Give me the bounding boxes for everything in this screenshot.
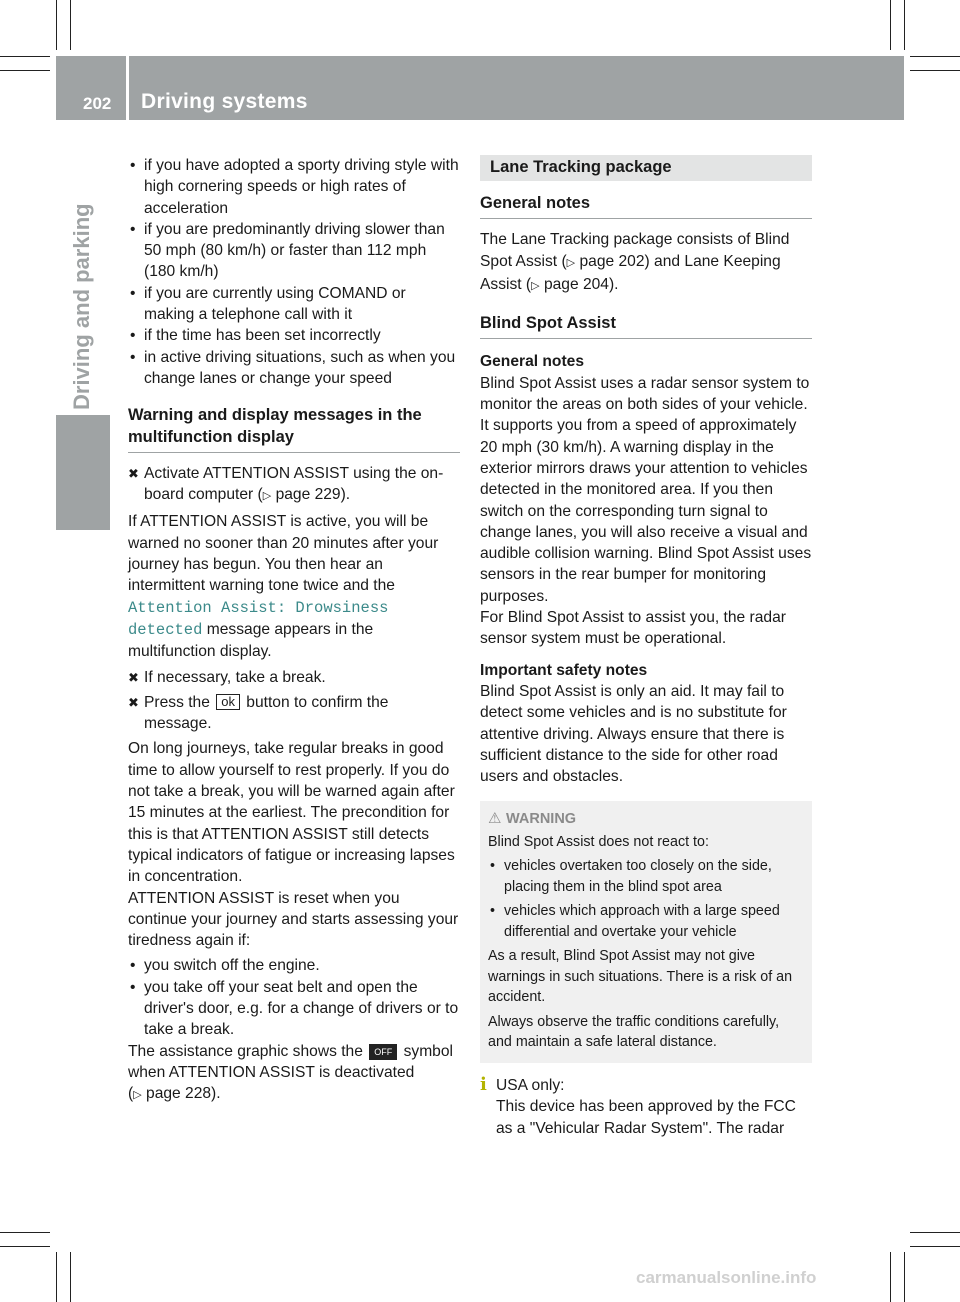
list-item: • vehicles which approach with a large speed differential and overtake your vehicle: [488, 901, 804, 942]
crop-mark: [890, 1252, 891, 1302]
warning-triangle-icon: ⚠: [488, 810, 502, 828]
list-item: • if the time has been set incorrectly: [128, 325, 460, 346]
display-message: Attention Assist: Drowsiness detected: [128, 598, 389, 639]
crop-mark: [890, 0, 891, 50]
page-number: 202: [83, 94, 112, 113]
list-item: • if you are currently using COMAND or making a telephone call with it: [128, 283, 460, 326]
crop-mark: [0, 1232, 50, 1233]
side-tab-block: [56, 415, 110, 530]
paragraph: Blind Spot Assist is only an aid. It may fail to detect some vehicles and is no substitute for attentive driving. Always ensure that there is sufficient distance to the side for other road users and obstacles.: [480, 682, 787, 786]
crop-mark: [56, 1252, 57, 1302]
paragraph: The assistance graphic shows the OFF symbol when ATTENTION ASSIST is deactivated (▷ page 228).: [128, 1042, 453, 1103]
warning-intro: Blind Spot Assist does not react to:: [488, 833, 709, 850]
paragraph: If ATTENTION ASSIST is active, you will be warned no sooner than 20 minutes after your journey has begun. You then hear an intermittent warning tone twice and the Attention Assist: Drowsiness detected message appears in the multifunction display.: [128, 513, 439, 661]
list-item: • you switch off the engine.: [128, 955, 460, 976]
ok-key-icon: ok: [216, 694, 240, 710]
attention-assist-off-icon: OFF: [369, 1044, 397, 1060]
paragraph: The Lane Tracking package consists of Blind Spot Assist (▷ page 202) and Lane Keeping Assist (▷ page 204).: [480, 231, 790, 293]
crop-mark: [910, 56, 960, 57]
warning-box: [480, 801, 812, 1063]
info-note: [480, 1075, 812, 1139]
step-arrow-icon: ✖: [128, 669, 139, 685]
crop-mark: [904, 0, 905, 50]
crop-mark: [910, 70, 960, 71]
left-column: [128, 155, 460, 1106]
warning-paragraph: Always observe the traffic conditions carefully, and maintain a safe lateral distance.: [488, 1013, 780, 1051]
paragraph: Blind Spot Assist uses a radar sensor system to monitor the areas on both sides of your vehicle. It supports you from a speed of approximately 20 mph (30 km/h). A warning display in the exterior mirrors draws your attention to vehicles detected in the monitored area. If you then switch on the corresponding turn signal to change lanes, you will also receive a visual and audible collision warning. Blind Spot Assist uses sensors in the rear bumper for monitoring purposes.: [480, 374, 812, 605]
section-title: Driving systems: [141, 90, 308, 113]
paragraph: On long journeys, take regular breaks in good time to allow yourself to rest properly. If you do not take a break, you will be warned again after 15 minutes at the earliest. The precondition for this is that ATTENTION ASSIST still detects typical indicators of fatigue or increasing lapses in concentration.: [128, 740, 455, 886]
bsa-general-notes-subheading: General notes: [480, 353, 584, 371]
paragraph: ATTENTION ASSIST is reset when you continue your journey and starts assessing your tiredness again if:: [128, 889, 459, 950]
step-break: ✖ If necessary, take a break.: [128, 668, 326, 686]
step-arrow-icon: ✖: [128, 694, 139, 710]
page-ref-arrow-icon: ▷: [531, 279, 540, 292]
info-text: This device has been approved by the FCC as a "Vehicular Radar System". The radar: [496, 1098, 796, 1137]
general-notes-heading: General notes: [480, 193, 812, 219]
crop-mark: [70, 0, 71, 50]
step-confirm: ✖ Press the ok button to confirm the message.: [128, 693, 389, 733]
list-item: • in active driving situations, such as when you change lanes or change your speed: [128, 347, 460, 390]
paragraph: For Blind Spot Assist to assist you, the radar sensor system must be operational.: [480, 609, 786, 648]
list-item: • you take off your seat belt and open the driver's door, e.g. for a change of drivers or to take a break.: [128, 977, 460, 1041]
heading-warning-messages: Warning and display messages in the multifunction display: [128, 405, 460, 453]
crop-mark: [0, 1246, 50, 1247]
step-arrow-icon: ✖: [128, 465, 139, 481]
crop-mark: [910, 1246, 960, 1247]
list-item: • vehicles overtaken too closely on the side, placing them in the blind spot area: [488, 856, 804, 897]
side-tab-label: Driving and parking: [69, 203, 94, 410]
crop-mark: [0, 70, 50, 71]
crop-mark: [56, 0, 57, 50]
blind-spot-assist-heading: Blind Spot Assist: [480, 313, 812, 339]
crop-mark: [0, 56, 50, 57]
crop-mark: [904, 1252, 905, 1302]
lane-tracking-heading: Lane Tracking package: [480, 155, 812, 181]
info-title: USA only:: [496, 1076, 565, 1094]
list-item: • if you have adopted a sporty driving style with high cornering speeds or high rates of acceleration: [128, 155, 460, 219]
info-icon: i: [480, 1073, 487, 1095]
step-activate: ✖ Activate ATTENTION ASSIST using the on-board computer (▷ page 229).: [128, 464, 444, 504]
warning-paragraph: As a result, Blind Spot Assist may not give warnings in such situations. There is a risk of an accident.: [488, 948, 793, 1006]
page-ref-arrow-icon: ▷: [566, 256, 576, 269]
warning-title: ⚠ WARNING: [488, 809, 804, 830]
header-divider: [126, 56, 129, 120]
list-item: • if you are predominantly driving slower than 50 mph (80 km/h) or faster than 112 mph (180 km/h): [128, 219, 460, 283]
watermark: carmanualsonline.info: [636, 1268, 817, 1287]
page-ref-arrow-icon: ▷: [262, 490, 272, 503]
crop-mark: [70, 1252, 71, 1302]
page-ref-arrow-icon: ▷: [133, 1089, 142, 1102]
right-column: [480, 155, 812, 1139]
crop-mark: [910, 1232, 960, 1233]
safety-notes-subheading: Important safety notes: [480, 661, 648, 679]
